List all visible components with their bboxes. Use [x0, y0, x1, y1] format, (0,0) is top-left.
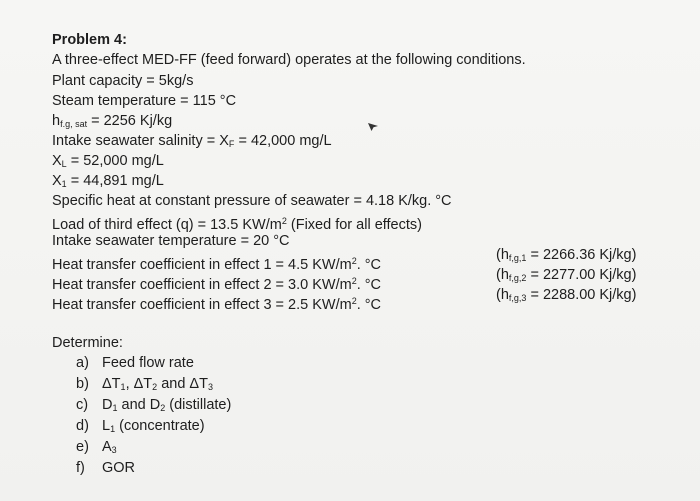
load-note: (Fixed for all effects) — [286, 217, 422, 233]
question-b-sub2: 2 — [152, 382, 158, 392]
question-c-part2: and D — [117, 397, 161, 413]
hfg3-symbol: (h — [496, 287, 509, 303]
xl-symbol: X — [52, 153, 62, 169]
question-a-label: a) — [76, 355, 89, 371]
hfg-sat-line — [52, 112, 172, 133]
htc3-line — [52, 292, 381, 314]
question-c-sub2: 2 — [160, 403, 166, 413]
problem-intro: A three-effect MED-FF (feed forward) operates at the following conditions. — [52, 52, 526, 68]
question-d-label: d) — [76, 418, 89, 434]
htc2-superscript: 2 — [351, 276, 357, 286]
question-d-sub1: 1 — [110, 424, 116, 434]
htc2-line — [52, 272, 381, 294]
hfg3-subscript: f,g,3 — [508, 293, 527, 303]
hfg3-value: = 2288.00 Kj/kg) — [526, 287, 637, 303]
question-b-sub3: 3 — [207, 382, 213, 392]
hfg2-value: = 2277.00 Kj/kg) — [526, 267, 637, 283]
steam-temperature: Steam temperature = 115 °C — [52, 93, 237, 109]
load-text: Load of third effect (q) = 13.5 KW/m — [52, 217, 282, 233]
salinity-line — [52, 132, 332, 153]
question-a — [76, 354, 194, 372]
question-e-part1: A — [102, 439, 112, 455]
x1-symbol: X — [52, 173, 62, 189]
htc3-text: Heat transfer coefficient in effect 3 = 2.5 KW/m — [52, 297, 352, 313]
htc2-unit: . °C — [356, 277, 382, 293]
question-b-part1: ΔT — [102, 376, 121, 392]
question-e — [76, 438, 117, 459]
x1-subscript: 1 — [61, 179, 67, 189]
load-superscript: 2 — [281, 216, 287, 226]
intake-temperature: Intake seawater temperature = 20 °C — [52, 233, 290, 249]
question-c-part1: D — [102, 397, 113, 413]
htc2-text: Heat transfer coefficient in effect 2 = 3.0 KW/m — [52, 277, 352, 293]
xl-subscript: L — [61, 159, 67, 169]
question-e-sub1: 3 — [111, 445, 117, 455]
question-f-label: f) — [76, 460, 85, 476]
hfg1-value: = 2266.36 Kj/kg) — [526, 247, 637, 263]
question-d-part2: (concentrate) — [115, 418, 205, 434]
load-line — [52, 212, 422, 234]
salinity-value: = 42,000 mg/L — [234, 133, 332, 149]
mouse-pointer-icon — [366, 119, 380, 133]
htc1-line — [52, 252, 381, 274]
question-e-label: e) — [76, 439, 89, 455]
question-f — [76, 459, 135, 477]
hfg2-subscript: f,g,2 — [508, 273, 527, 283]
hfg2-line — [496, 266, 636, 287]
question-b-part2: , ΔT — [125, 376, 153, 392]
htc1-text: Heat transfer coefficient in effect 1 = 4.5 KW/m — [52, 257, 352, 273]
hfg-sat-symbol: h — [52, 113, 61, 129]
plant-capacity: Plant capacity = 5kg/s — [52, 73, 194, 89]
question-c-sub1: 1 — [112, 403, 118, 413]
x1-value: = 44,891 mg/L — [66, 173, 164, 189]
xl-value: = 52,000 mg/L — [66, 153, 164, 169]
problem-title: Problem 4: — [52, 32, 127, 48]
hfg3-line — [496, 286, 636, 307]
htc3-superscript: 2 — [351, 296, 357, 306]
determine-heading: Determine: — [52, 335, 123, 351]
question-b-sub1: 1 — [120, 382, 126, 392]
question-d — [76, 417, 205, 438]
x1-line — [52, 172, 164, 193]
hfg-sat-value: = 2256 Kj/kg — [87, 113, 173, 129]
question-a-text: Feed flow rate — [102, 355, 194, 371]
hfg1-subscript: f,g,1 — [508, 253, 527, 263]
hfg1-line — [496, 246, 636, 267]
htc1-unit: . °C — [356, 257, 382, 273]
hfg-sat-subscript: f.g, sat — [60, 119, 88, 129]
question-c-part3: (distillate) — [165, 397, 232, 413]
question-f-text: GOR — [102, 460, 136, 476]
specific-heat: Specific heat at constant pressure of seawater = 4.18 K/kg. °C — [52, 193, 452, 209]
hfg2-symbol: (h — [496, 267, 509, 283]
htc3-unit: . °C — [356, 297, 382, 313]
salinity-subscript: F — [228, 139, 235, 149]
question-c-label: c) — [76, 397, 89, 413]
question-b-label: b) — [76, 376, 89, 392]
question-d-part1: L — [102, 418, 111, 434]
htc1-superscript: 2 — [351, 256, 357, 266]
question-c — [76, 396, 231, 417]
salinity-text: Intake seawater salinity = X — [52, 133, 229, 149]
hfg1-symbol: (h — [496, 247, 509, 263]
question-b-part3: and ΔT — [157, 376, 208, 392]
xl-line — [52, 152, 164, 173]
question-b — [76, 375, 213, 396]
